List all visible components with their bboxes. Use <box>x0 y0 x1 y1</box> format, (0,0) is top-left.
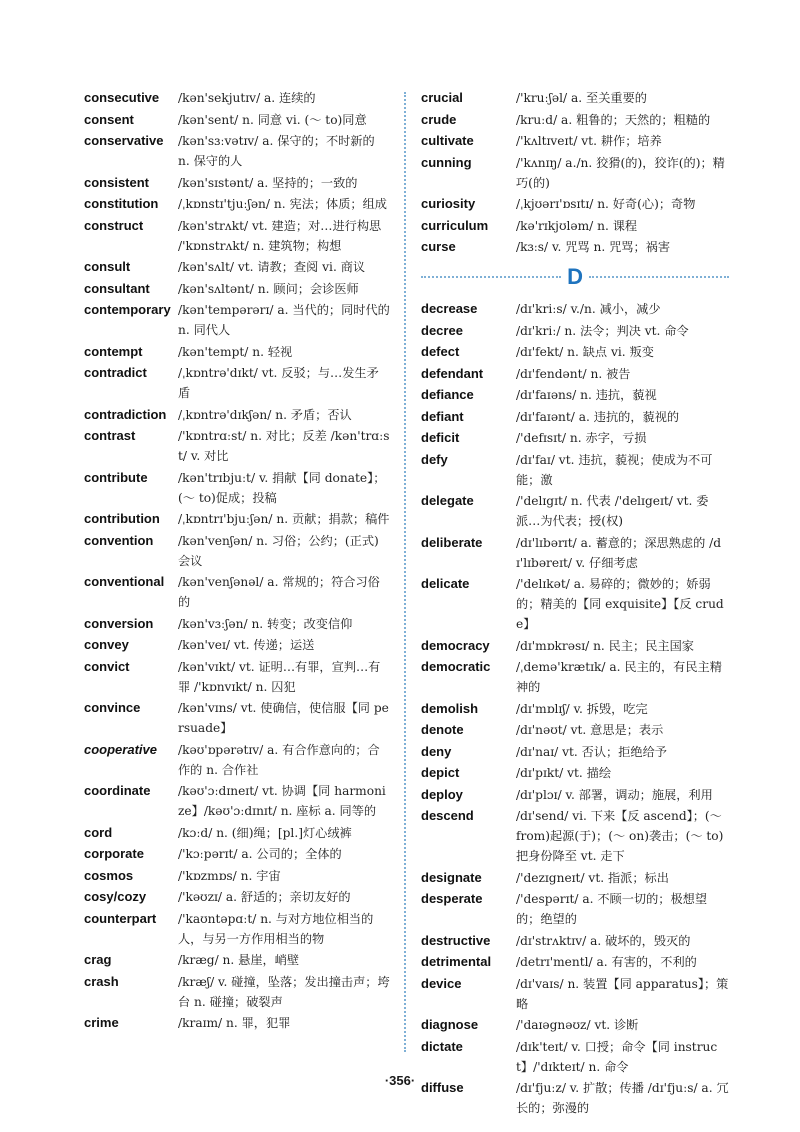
dictionary-entry <box>84 572 390 612</box>
definition: /kən'vɪkt/ vt. 证明…有罪，宣判…有罪 /'kɒnvɪkt/ n. 囚犯 <box>178 659 381 694</box>
headword: contemporary <box>84 302 171 317</box>
dictionary-entry <box>421 785 729 805</box>
headword: defiance <box>421 387 474 402</box>
definition: /'defɪsɪt/ n. 赤字，亏损 <box>516 431 647 445</box>
headword: cosmos <box>84 867 134 883</box>
headword: deliberate <box>421 534 483 550</box>
definition: /dɪk'teɪt/ v. 口授；命令【同 instruct】/'dɪkteɪt/ n. 命令 <box>516 1039 718 1074</box>
definition: /kɜːs/ v. 咒骂 n. 咒骂；祸害 <box>516 240 671 254</box>
dictionary-entry <box>421 699 729 719</box>
dictionary-entry <box>84 342 390 362</box>
definition: /dɪ'lɪbərɪt/ a. 蓄意的；深思熟虑的 /dɪ'lɪbəreɪt/ v. 仔细考虑 <box>516 535 722 570</box>
headword: decree <box>421 322 463 338</box>
headword: defiant <box>421 408 464 424</box>
section-header-line-right <box>589 276 729 278</box>
definition: /ˌkɒnstɪ'tjuːʃən/ n. 宪法；体质；组成 <box>178 197 387 211</box>
dictionary-entry <box>421 131 729 151</box>
definition: /dɪ'fendənt/ n. 被告 <box>516 366 631 381</box>
definition: /dɪ'mɒlɪʃ/ v. 拆毁，吃完 <box>516 701 648 716</box>
definition: /kən'venʃənəl/ a. 常规的；符合习俗的 <box>178 575 380 609</box>
headword: crime <box>84 1015 119 1030</box>
definition: /dɪ'send/ vi. 下来【反 ascend】；(～ from)起源(于)；(～ on)袭击；(～ to)把身份降至 vt. 走下 <box>516 809 724 863</box>
headword: diagnose <box>421 1017 479 1032</box>
headword: deploy <box>421 786 463 802</box>
dictionary-entry <box>84 657 390 697</box>
definition: /dɪ'faɪənt/ a. 违抗的，藐视的 <box>516 409 680 424</box>
dictionary-entry <box>84 1013 390 1033</box>
headword: defendant <box>421 365 484 381</box>
dictionary-entry <box>421 321 729 341</box>
dictionary-entry <box>84 468 390 508</box>
definition: /dɪ'vaɪs/ n. 装置【同 apparatus】；策略 <box>516 976 729 1011</box>
headword: delicate <box>421 576 470 591</box>
dictionary-entry <box>421 342 729 362</box>
headword: consistent <box>84 174 150 190</box>
headword: convention <box>84 532 154 548</box>
dictionary-entry <box>84 887 390 907</box>
headword: destructive <box>421 932 491 948</box>
dictionary-entry <box>421 720 729 740</box>
headword: convey <box>84 637 129 652</box>
dictionary-entry <box>84 509 390 529</box>
definition: /kræʃ/ v. 碰撞，坠落；发出撞击声；垮台 n. 碰撞；破裂声 <box>178 974 390 1009</box>
headword: crag <box>84 952 112 967</box>
definition: /kəʊ'ɒpərətɪv/ a. 有合作意向的；合作的 n. 合作社 <box>178 742 380 777</box>
headword: consultant <box>84 280 150 296</box>
headword: contempt <box>84 343 143 359</box>
headword: depict <box>421 765 460 780</box>
definition: /kruːd/ a. 粗鲁的；天然的；粗糙的 <box>516 112 711 127</box>
dictionary-entry <box>421 657 729 697</box>
definition: /dɪ'kriː/ n. 法令；判决 vt. 命令 <box>516 323 689 338</box>
headword: convince <box>84 700 141 715</box>
headword: construct <box>84 217 144 233</box>
definition: /'despərɪt/ a. 不顾一切的；极想望的；绝望的 <box>516 892 708 926</box>
dictionary-entry <box>84 866 390 886</box>
headword: curse <box>421 239 456 254</box>
dictionary-entry <box>421 974 729 1014</box>
definition: /kən'vɜːʃən/ n. 转变；改变信仰 <box>178 616 353 631</box>
dictionary-entry <box>421 88 729 108</box>
headword: designate <box>421 869 482 885</box>
headword: defect <box>421 344 460 359</box>
definition: /'kəʊzɪ/ a. 舒适的；亲切友好的 <box>178 890 351 904</box>
headword: contrast <box>84 428 136 443</box>
headword: crash <box>84 973 119 989</box>
section-header-d <box>421 259 729 295</box>
dictionary-entry <box>84 823 390 843</box>
headword: democracy <box>421 637 490 653</box>
dictionary-entry <box>421 299 729 319</box>
definition: /kən'sent/ n. 同意 vi. (～ to)同意 <box>178 112 367 127</box>
headword: deny <box>421 743 452 759</box>
dictionary-entry <box>421 742 729 762</box>
definition: /kən'sɪstənt/ a. 坚持的；一致的 <box>178 175 358 190</box>
definition: /kræg/ n. 悬崖，峭壁 <box>178 953 300 967</box>
definition: /ˌkɒntrɪ'bjuːʃən/ n. 贡献；捐款；稿件 <box>178 512 390 526</box>
definition: /kən'sɜːvətɪv/ a. 保守的；不时新的 n. 保守的人 <box>178 134 375 168</box>
definition: /'kɒzmɒs/ n. 宇宙 <box>178 868 281 883</box>
headword: cunning <box>421 154 472 170</box>
dictionary-entry <box>421 763 729 783</box>
dictionary-entry <box>84 131 390 171</box>
headword: diffuse <box>421 1080 464 1095</box>
headword: cord <box>84 824 113 840</box>
headword: curiosity <box>421 196 476 211</box>
headword: contribution <box>84 511 160 526</box>
dictionary-entry <box>421 194 729 214</box>
headword: device <box>421 975 462 991</box>
definition: /kən'vɪns/ vt. 使确信，使信服【同 persuade】 <box>178 701 389 735</box>
dictionary-entry <box>84 363 390 403</box>
dictionary-entry <box>421 110 729 130</box>
headword: corporate <box>84 846 144 861</box>
headword: detrimental <box>421 954 492 969</box>
dictionary-entry <box>84 405 390 425</box>
section-letter: D <box>567 264 583 289</box>
dictionary-entry <box>84 972 390 1012</box>
dictionary-entry <box>421 364 729 384</box>
dictionary-entry <box>84 279 390 299</box>
headword: cosy/cozy <box>84 889 147 904</box>
dictionary-entry <box>421 385 729 405</box>
dictionary-entry <box>421 491 729 531</box>
definition: /dɪ'fjuːz/ v. 扩散；传播 /dɪ'fjuːs/ a. 冗长的；弥漫的 <box>516 1081 729 1115</box>
dictionary-entry <box>421 450 729 490</box>
headword: desperate <box>421 891 483 906</box>
definition: /'dezɪgneɪt/ vt. 指派；标出 <box>516 870 669 885</box>
headword: demolish <box>421 700 479 716</box>
right-column <box>421 88 729 1120</box>
dictionary-entry <box>421 407 729 427</box>
definition: /'kʌnɪŋ/ a./n. 狡猾(的)，狡诈(的)；精巧(的) <box>516 155 725 190</box>
definition: /detrɪ'mentl/ a. 有害的，不利的 <box>516 955 697 969</box>
definition: /kəʊ'ɔːdɪneɪt/ vt. 协调【同 harmonize】/kəʊ'ɔːdɪnɪt/ n. 座标 a. 同等的 <box>178 784 386 818</box>
dictionary-entry <box>84 426 390 466</box>
dictionary-entry <box>421 806 729 866</box>
headword: dictate <box>421 1038 463 1054</box>
definition: /kən'tempərərɪ/ a. 当代的；同时代的 n. 同代人 <box>178 303 390 337</box>
dictionary-entry <box>421 574 729 634</box>
dictionary-entry <box>84 173 390 193</box>
definition: /dɪ'faɪ/ vt. 违抗，藐视；使成为不可能；激 <box>516 452 713 487</box>
dictionary-entry <box>84 781 390 821</box>
dictionary-entry <box>84 194 390 214</box>
section-c-entries <box>421 88 729 257</box>
headword: denote <box>421 722 464 737</box>
dictionary-entry <box>84 531 390 571</box>
dictionary-entry <box>421 868 729 888</box>
definition: /'delɪgɪt/ n. 代表 /'delɪgeɪt/ vt. 委派…为代表；授(权) <box>516 494 709 528</box>
headword: contradiction <box>84 406 167 422</box>
definition: /dɪ'pɪkt/ vt. 描绘 <box>516 766 612 780</box>
headword: delegate <box>421 493 474 508</box>
headword: contribute <box>84 469 148 485</box>
headword: consult <box>84 259 131 274</box>
definition: /kən'sekjutɪv/ a. 连续的 <box>178 91 316 105</box>
dictionary-entry <box>421 428 729 448</box>
definition: /kɔːd/ n. (细)绳；[pl.]灯心绒裤 <box>178 825 352 840</box>
definition: /dɪ'plɔɪ/ v. 部署，调动；施展，利用 <box>516 787 713 802</box>
headword: cooperative <box>84 741 157 757</box>
dictionary-entry <box>84 614 390 634</box>
definition: /dɪ'mɒkrəsɪ/ n. 民主；民主国家 <box>516 638 694 653</box>
definition: /ˌkɒntrə'dɪkt/ vt. 反驳；与…发生矛盾 <box>178 366 379 400</box>
headword: contradict <box>84 365 147 380</box>
definition: /'kaʊntəpɑːt/ n. 与对方地位相当的人，与另一方作用相当的物 <box>178 911 374 946</box>
definition: /kən'sʌltənt/ n. 顾问；会诊医师 <box>178 281 359 296</box>
definition: /'kɔːpərɪt/ a. 公司的；全体的 <box>178 847 342 861</box>
dictionary-entry <box>84 300 390 340</box>
headword: crude <box>421 111 457 127</box>
headword: constitution <box>84 196 159 211</box>
definition: /'daɪəgnəʊz/ vt. 诊断 <box>516 1018 639 1032</box>
dictionary-entry <box>84 698 390 738</box>
definition: /dɪ'fekt/ n. 缺点 vi. 叛变 <box>516 345 654 359</box>
definition: /ˌkjʊərɪ'ɒsɪtɪ/ n. 好奇(心)；奇物 <box>516 197 696 211</box>
dictionary-entry <box>421 153 729 193</box>
definition: /kən'sʌlt/ vt. 请教；查阅 vi. 商议 <box>178 260 366 274</box>
definition: /'delɪkət/ a. 易碎的；微妙的；娇弱的；精美的【同 exquisite】【反 crude】 <box>516 577 724 631</box>
dictionary-entry <box>84 635 390 655</box>
headword: cultivate <box>421 133 474 148</box>
dictionary-entry <box>421 952 729 972</box>
column-divider <box>404 92 406 1052</box>
headword: coordinate <box>84 783 151 798</box>
page-number: ·356· <box>384 1073 416 1088</box>
definition: /dɪ'faɪəns/ n. 违抗，藐视 <box>516 388 657 402</box>
headword: conventional <box>84 574 165 589</box>
dictionary-entry <box>84 110 390 130</box>
headword: crucial <box>421 90 463 105</box>
definition: /kən'trɪbjuːt/ v. 捐献【同 donate】；(～ to)促成；投稿 <box>178 470 386 505</box>
dictionary-entry <box>84 216 390 256</box>
headword: conversion <box>84 615 154 631</box>
headword: decrease <box>421 301 478 316</box>
definition: /dɪ'nəʊt/ vt. 意思是；表示 <box>516 723 664 737</box>
left-column <box>84 88 390 1035</box>
dictionary-entry <box>84 844 390 864</box>
dictionary-entry <box>84 257 390 277</box>
definition: /kən'strʌkt/ vt. 建造；对…进行构思 /'kɒnstrʌkt/ n. 建筑物；构想 <box>178 218 382 253</box>
dictionary-entry <box>421 533 729 573</box>
headword: defy <box>421 451 448 467</box>
dictionary-entry <box>84 909 390 949</box>
definition: /ˌkɒntrə'dɪkʃən/ n. 矛盾；否认 <box>178 407 352 422</box>
definition: /dɪ'strʌktɪv/ a. 破坏的，毁灭的 <box>516 933 691 948</box>
dictionary-entry <box>421 237 729 257</box>
headword: curriculum <box>421 217 489 233</box>
definition: /'kruːʃəl/ a. 至关重要的 <box>516 91 647 105</box>
dictionary-entry <box>421 931 729 951</box>
definition: /kraɪm/ n. 罪，犯罪 <box>178 1016 291 1030</box>
section-d-entries <box>421 299 729 1118</box>
dictionary-entry <box>421 1037 729 1077</box>
headword: convict <box>84 658 130 674</box>
dictionary-entry <box>421 889 729 929</box>
headword: consent <box>84 111 134 127</box>
definition: /dɪ'naɪ/ vt. 否认；拒绝给予 <box>516 744 667 759</box>
dictionary-entry <box>84 950 390 970</box>
headword: counterpart <box>84 910 157 926</box>
definition: /'kʌltɪveɪt/ vt. 耕作；培养 <box>516 134 662 148</box>
headword: democratic <box>421 659 491 674</box>
definition: /kən'venʃən/ n. 习俗；公约；(正式)会议 <box>178 533 379 568</box>
headword: deficit <box>421 430 460 445</box>
definition: /kən'veɪ/ vt. 传递；运送 <box>178 638 315 652</box>
definition: /ˌdemə'krætɪk/ a. 民主的，有民主精神的 <box>516 660 722 694</box>
dictionary-entry <box>84 88 390 108</box>
headword: consecutive <box>84 90 160 105</box>
dictionary-entry <box>421 636 729 656</box>
dictionary-entry <box>84 740 390 780</box>
headword: descend <box>421 808 474 823</box>
section-header-line-left <box>421 276 561 278</box>
definition: /dɪ'kriːs/ v./n. 减小，减少 <box>516 302 661 316</box>
definition: /kən'tempt/ n. 轻视 <box>178 344 293 359</box>
definition: /kə'rɪkjʊləm/ n. 课程 <box>516 218 638 233</box>
dictionary-entry <box>421 1015 729 1035</box>
headword: conservative <box>84 133 164 148</box>
definition: /'kɒntrɑːst/ n. 对比；反差 /kən'trɑːst/ v. 对比 <box>178 429 390 463</box>
dictionary-entry <box>421 216 729 236</box>
